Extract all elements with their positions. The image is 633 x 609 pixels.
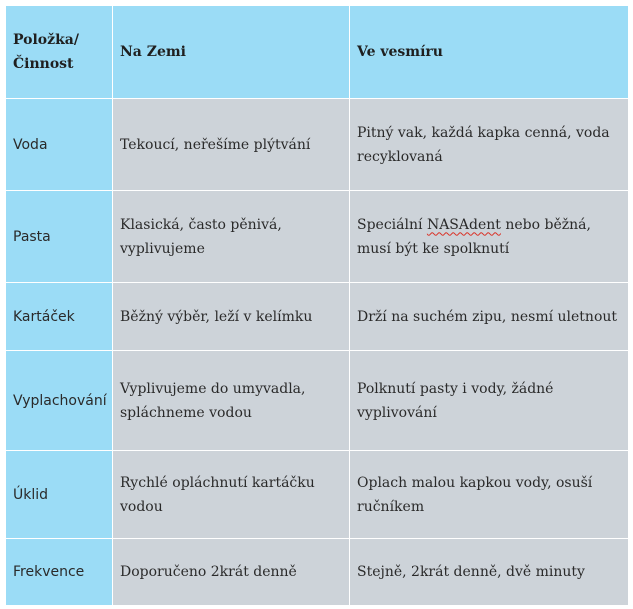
space-cell: Stejně, 2krát denně, dvě minuty (350, 539, 629, 606)
space-text-pre: Speciální (357, 216, 427, 233)
header-row (6, 6, 629, 99)
row-label: Vyplachování (6, 351, 113, 451)
space-cell (350, 191, 629, 283)
earth-cell: Doporučeno 2krát denně (113, 539, 350, 606)
earth-cell: Běžný výběr, leží v kelímku (113, 283, 350, 351)
table-row (6, 351, 629, 451)
row-label: Úklid (6, 451, 113, 539)
table-row (6, 539, 629, 606)
space-cell: Pitný vak, každá kapka cenná, voda recyklovaná (350, 99, 629, 191)
row-label: Kartáček (6, 283, 113, 351)
table-row (6, 99, 629, 191)
earth-cell: Klasická, často pěnivá, vyplivujeme (113, 191, 350, 283)
row-label: Frekvence (6, 539, 113, 606)
space-cell: Polknutí pasty i vody, žádné vyplivování (350, 351, 629, 451)
table-row (6, 283, 629, 351)
brand-spellcheck-word[interactable]: NASAdent (426, 216, 501, 233)
row-label: Voda (6, 99, 113, 191)
space-cell: Drží na suchém zipu, nesmí uletnout (350, 283, 629, 351)
table-row (6, 451, 629, 539)
earth-cell: Rychlé opláchnutí kartáčku vodou (113, 451, 350, 539)
space-cell: Oplach malou kapkou vody, osuší ručníkem (350, 451, 629, 539)
header-space: Ve vesmíru (350, 6, 629, 99)
comparison-table (5, 5, 629, 606)
space-text-post: nebo běžná, musí být ke spolknutí (357, 216, 591, 257)
row-label: Pasta (6, 191, 113, 283)
table-row (6, 191, 629, 283)
header-earth: Na Zemi (113, 6, 350, 99)
earth-cell: Vyplivujeme do umyvadla, spláchneme vodou (113, 351, 350, 451)
earth-cell: Tekoucí, neřešíme plýtvání (113, 99, 350, 191)
header-item: Položka/ Činnost (6, 6, 113, 99)
